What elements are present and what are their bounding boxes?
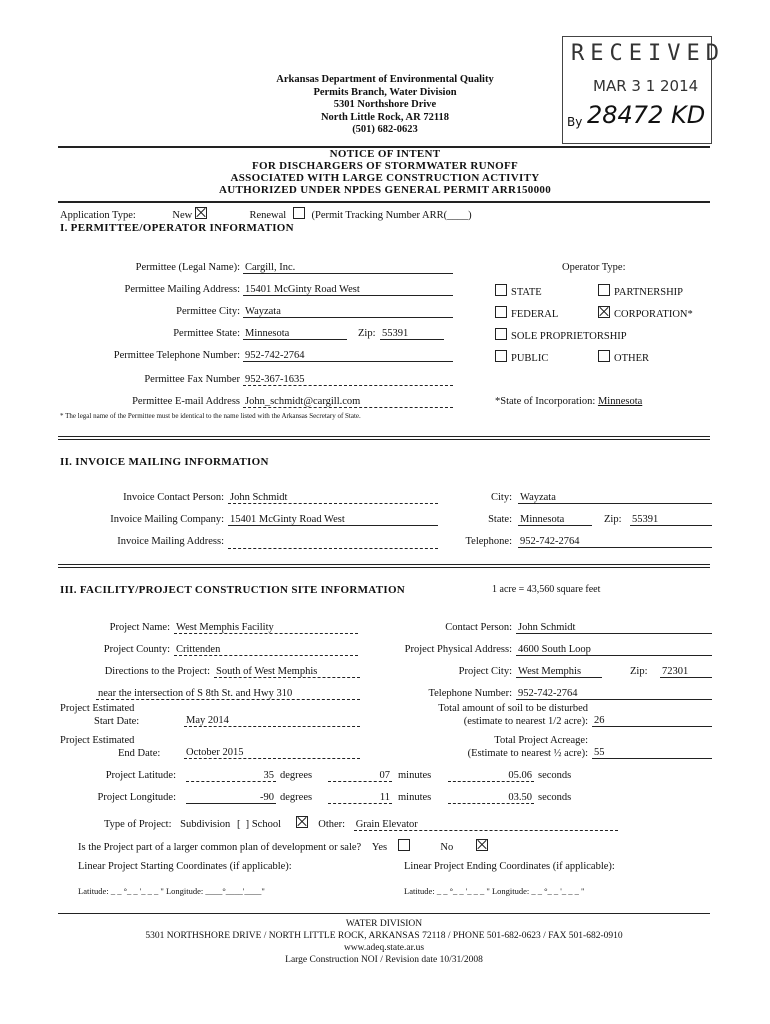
divider bbox=[58, 564, 710, 565]
application-type-row bbox=[60, 207, 472, 221]
agency-name: Arkansas Department of Environmental Quality bbox=[276, 74, 494, 85]
new-label: New bbox=[172, 210, 193, 221]
invoice-company-label: Invoice Mailing Company: bbox=[110, 514, 224, 525]
permittee-zip-field[interactable]: 55391 bbox=[380, 328, 444, 340]
start-date-label bbox=[60, 702, 139, 728]
longitude-seconds-field[interactable]: 03.50 bbox=[448, 792, 534, 804]
divider bbox=[58, 567, 710, 568]
linear-start-latitude-field[interactable]: _ _ °_ _ '_ _ _ " bbox=[110, 886, 164, 896]
operator-sole-checkbox[interactable] bbox=[495, 328, 507, 340]
latitude-minutes-field[interactable]: 07 bbox=[328, 770, 392, 782]
divider bbox=[58, 436, 710, 437]
start-label-line1: Project Estimated bbox=[60, 703, 135, 714]
agency-branch: Permits Branch, Water Division bbox=[313, 86, 457, 98]
title-line1: NOTICE OF INTENT bbox=[329, 148, 441, 160]
soil-label-line1: Total amount of soil to be disturbed bbox=[438, 703, 588, 714]
latitude-minutes-unit: minutes bbox=[398, 770, 432, 781]
permittee-state-label: Permittee State: bbox=[173, 328, 240, 339]
permittee-phone-field[interactable]: 952-742-2764 bbox=[243, 350, 453, 362]
agency-phone: (501) 682-0623 bbox=[352, 124, 418, 135]
end-date-label bbox=[60, 734, 160, 760]
permittee-email-field[interactable]: John_schmidt@cargill.com bbox=[243, 396, 453, 408]
project-contact-label: Contact Person: bbox=[445, 622, 512, 633]
project-phone-label: Telephone Number: bbox=[428, 688, 512, 699]
linear-start-longitude-label: Longitude: bbox=[165, 886, 204, 896]
acreage-label-line2: (Estimate to nearest ½ acre): bbox=[467, 748, 588, 759]
project-physical-address-field[interactable]: 4600 South Loop bbox=[516, 644, 712, 656]
linear-start-latitude-label: Latitude: bbox=[78, 886, 109, 896]
common-plan-row bbox=[78, 839, 492, 853]
directions-field-2[interactable]: near the intersection of S 8th St. and Hwy 310 bbox=[96, 688, 360, 700]
invoice-address-field[interactable] bbox=[228, 536, 438, 549]
permittee-fax-label: Permittee Fax Number bbox=[144, 374, 240, 385]
subdivision-label: Subdivision bbox=[180, 819, 231, 830]
linear-end-longitude-label: Longitude: bbox=[491, 886, 530, 896]
linear-end-label: Linear Project Ending Coordinates (if applicable): bbox=[404, 861, 615, 872]
operator-corporation-checkbox[interactable] bbox=[598, 306, 610, 318]
latitude-seconds-unit: seconds bbox=[538, 770, 572, 781]
soil-disturbed-field[interactable]: 26 bbox=[592, 715, 712, 727]
latitude-degrees-field[interactable]: 35 bbox=[186, 770, 276, 782]
permittee-address-field[interactable]: 15401 McGinty Road West bbox=[243, 284, 453, 296]
operator-sole-label: SOLE PROPRIETORSHIP bbox=[511, 331, 627, 342]
project-county-field[interactable]: Crittenden bbox=[174, 644, 358, 656]
section-3-heading: III. FACILITY/PROJECT CONSTRUCTION SITE INFORMATION bbox=[60, 584, 406, 596]
common-plan-no-label: No bbox=[440, 842, 454, 853]
permittee-zip-label: Zip: bbox=[358, 328, 376, 339]
stamp-by: By bbox=[567, 115, 583, 129]
form-title bbox=[200, 148, 570, 196]
operator-other-option[interactable] bbox=[598, 350, 649, 364]
project-type-label: Type of Project: bbox=[104, 819, 172, 830]
start-label-line2: Start Date: bbox=[94, 716, 140, 727]
directions-field-1[interactable]: South of West Memphis bbox=[214, 666, 360, 678]
invoice-city-label: City: bbox=[490, 492, 512, 503]
invoice-contact-field[interactable]: John Schmidt bbox=[228, 492, 438, 504]
common-plan-question: Is the Project part of a larger common plan of development or sale? bbox=[78, 842, 362, 853]
soil-disturbed-label bbox=[400, 702, 588, 728]
project-name-label: Project Name: bbox=[109, 622, 170, 633]
operator-corporation-label: CORPORATION* bbox=[614, 309, 693, 320]
invoice-phone-label: Telephone: bbox=[465, 536, 512, 547]
linear-start-coords bbox=[78, 886, 265, 896]
section-1-heading: I. PERMITTEE/OPERATOR INFORMATION bbox=[60, 222, 294, 234]
school-checkbox[interactable] bbox=[296, 816, 308, 828]
permittee-address-label: Permittee Mailing Address: bbox=[124, 284, 240, 295]
longitude-label: Project Longitude: bbox=[97, 792, 176, 803]
operator-federal-option[interactable] bbox=[495, 306, 558, 320]
other-type-field[interactable]: Grain Elevator bbox=[354, 819, 618, 831]
permittee-name-label: Permittee (Legal Name): bbox=[135, 262, 240, 273]
operator-sole-option[interactable] bbox=[495, 328, 627, 342]
permittee-fax-field[interactable]: 952-367-1635 bbox=[243, 374, 453, 386]
start-date-field[interactable]: May 2014 bbox=[184, 715, 360, 727]
footer-address: 5301 NORTHSHORE DRIVE / NORTH LITTLE ROCK, ARKANSAS 72118 / PHONE 501-682-0623 / FAX 501-682-0910 bbox=[145, 931, 623, 941]
operator-federal-checkbox[interactable] bbox=[495, 306, 507, 318]
project-county-label: Project County: bbox=[103, 644, 170, 655]
renewal-checkbox[interactable] bbox=[293, 207, 305, 219]
invoice-city-field[interactable]: Wayzata bbox=[518, 492, 712, 504]
permittee-name-field[interactable]: Cargill, Inc. bbox=[243, 262, 453, 274]
footer bbox=[58, 918, 710, 966]
operator-partnership-checkbox[interactable] bbox=[598, 284, 610, 296]
invoice-company-field[interactable]: 15401 McGinty Road West bbox=[228, 514, 438, 526]
footer-website: www.adeq.state.ar.us bbox=[343, 943, 425, 953]
project-phone-field[interactable]: 952-742-2764 bbox=[516, 688, 712, 700]
project-acreage-field[interactable]: 55 bbox=[592, 747, 712, 759]
linear-end-latitude-label: Latitude: bbox=[404, 886, 435, 896]
project-zip-label: Zip: bbox=[630, 666, 648, 677]
project-city-field[interactable]: West Memphis bbox=[516, 666, 602, 678]
linear-end-longitude-field[interactable]: _ _ °_ _ '_ _ _ " bbox=[531, 886, 585, 896]
longitude-degrees-field[interactable]: -90 bbox=[186, 792, 276, 804]
new-checkbox[interactable] bbox=[195, 207, 207, 219]
tracking-number: (Permit Tracking Number ARR(____) bbox=[311, 210, 472, 221]
linear-end-coords bbox=[404, 886, 584, 896]
longitude-minutes-field[interactable]: 11 bbox=[328, 792, 392, 804]
acre-conversion-note: 1 acre = 43,560 square feet bbox=[492, 584, 601, 595]
latitude-degrees-unit: degrees bbox=[280, 770, 313, 781]
incorporation-value[interactable]: Minnesota bbox=[597, 396, 643, 407]
end-label-line1: Project Estimated bbox=[60, 735, 135, 746]
application-type-label: Application Type: bbox=[60, 210, 136, 221]
incorporation-label: *State of Incorporation: bbox=[495, 396, 596, 407]
longitude-degrees-unit: degrees bbox=[280, 792, 313, 803]
title-line4: AUTHORIZED UNDER NPDES GENERAL PERMIT ARR150000 bbox=[218, 184, 552, 196]
operator-corporation-option[interactable] bbox=[598, 306, 693, 320]
end-label-line2: End Date: bbox=[118, 748, 161, 759]
invoice-phone-field[interactable]: 952-742-2764 bbox=[518, 536, 712, 548]
project-name-field[interactable]: West Memphis Facility bbox=[174, 622, 358, 634]
permittee-phone-label: Permittee Telephone Number: bbox=[113, 350, 240, 361]
agency-city: North Little Rock, AR 72118 bbox=[320, 111, 450, 123]
agency-header bbox=[220, 74, 550, 137]
footer-division: WATER DIVISION bbox=[345, 919, 423, 929]
directions-label: Directions to the Project: bbox=[104, 666, 210, 677]
operator-federal-label: FEDERAL bbox=[511, 309, 559, 320]
divider bbox=[58, 439, 710, 440]
divider bbox=[58, 201, 710, 203]
operator-other-checkbox[interactable] bbox=[598, 350, 610, 362]
invoice-state-label: State: bbox=[488, 514, 512, 525]
agency-street: 5301 Northshore Drive bbox=[333, 99, 437, 110]
project-zip-field[interactable]: 72301 bbox=[660, 666, 712, 678]
project-type-row bbox=[104, 816, 618, 831]
invoice-zip-label: Zip: bbox=[604, 514, 622, 525]
received-stamp bbox=[562, 36, 725, 144]
linear-start-label: Linear Project Starting Coordinates (if applicable): bbox=[78, 861, 292, 872]
invoice-zip-field[interactable]: 55391 bbox=[630, 514, 712, 526]
operator-state-label: STATE bbox=[511, 287, 542, 298]
legal-name-note: * The legal name of the Permittee must be identical to the name listed with the Arkansas Secretary of State. bbox=[60, 412, 361, 420]
invoice-contact-label: Invoice Contact Person: bbox=[123, 492, 224, 503]
operator-public-checkbox[interactable] bbox=[495, 350, 507, 362]
title-line3: ASSOCIATED WITH LARGE CONSTRUCTION ACTIVITY bbox=[230, 172, 540, 184]
operator-public-label: PUBLIC bbox=[511, 353, 549, 364]
footer-revision: Large Construction NOI / Revision date 10/31/2008 bbox=[285, 955, 483, 965]
project-physical-address-label: Project Physical Address: bbox=[404, 644, 512, 655]
permittee-city-label: Permittee City: bbox=[176, 306, 240, 317]
incorporation-row bbox=[495, 396, 642, 407]
common-plan-no-checkbox[interactable] bbox=[476, 839, 488, 851]
permittee-email-label: Permittee E-mail Address bbox=[132, 396, 240, 407]
operator-type-label: Operator Type: bbox=[562, 262, 626, 273]
latitude-label: Project Latitude: bbox=[105, 770, 176, 781]
stamp-number: 28472 KD bbox=[587, 101, 706, 129]
linear-end-latitude-field[interactable]: _ _ °_ _ '_ _ _ " bbox=[436, 886, 490, 896]
operator-state-option[interactable] bbox=[495, 284, 542, 298]
section-2-heading: II. INVOICE MAILING INFORMATION bbox=[60, 456, 269, 468]
stamp-date: MAR 3 1 2014 bbox=[593, 77, 699, 95]
subdivision-checkbox[interactable]: [ ] bbox=[236, 819, 250, 830]
permittee-city-field[interactable]: Wayzata bbox=[243, 306, 453, 318]
stamp-received: RECEIVED bbox=[571, 41, 725, 66]
soil-label-line2: (estimate to nearest 1/2 acre): bbox=[463, 716, 588, 727]
operator-partnership-label: PARTNERSHIP bbox=[614, 287, 684, 298]
invoice-address-label: Invoice Mailing Address: bbox=[117, 536, 224, 547]
divider bbox=[58, 913, 710, 914]
title-line2: FOR DISCHARGERS OF STORMWATER RUNOFF bbox=[251, 160, 519, 172]
project-contact-field[interactable]: John Schmidt bbox=[516, 622, 712, 634]
acreage-label-line1: Total Project Acreage: bbox=[494, 735, 588, 746]
project-city-label: Project City: bbox=[458, 666, 512, 677]
longitude-seconds-unit: seconds bbox=[538, 792, 572, 803]
end-date-field[interactable]: October 2015 bbox=[184, 747, 360, 759]
other-type-label: Other: bbox=[318, 819, 346, 830]
common-plan-yes-label: Yes bbox=[371, 842, 388, 853]
operator-public-option[interactable] bbox=[495, 350, 548, 364]
school-label: School bbox=[251, 819, 281, 830]
operator-partnership-option[interactable] bbox=[598, 284, 683, 298]
longitude-minutes-unit: minutes bbox=[398, 792, 432, 803]
operator-state-checkbox[interactable] bbox=[495, 284, 507, 296]
invoice-state-field[interactable]: Minnesota bbox=[518, 514, 592, 526]
linear-start-longitude-field[interactable]: ____°____'____" bbox=[205, 886, 265, 896]
project-acreage-label bbox=[400, 734, 588, 760]
permittee-state-field[interactable]: Minnesota bbox=[243, 328, 347, 340]
common-plan-yes-checkbox[interactable] bbox=[398, 839, 410, 851]
renewal-label: Renewal bbox=[249, 210, 287, 221]
latitude-seconds-field[interactable]: 05.06 bbox=[448, 770, 534, 782]
operator-other-label: OTHER bbox=[614, 353, 649, 364]
